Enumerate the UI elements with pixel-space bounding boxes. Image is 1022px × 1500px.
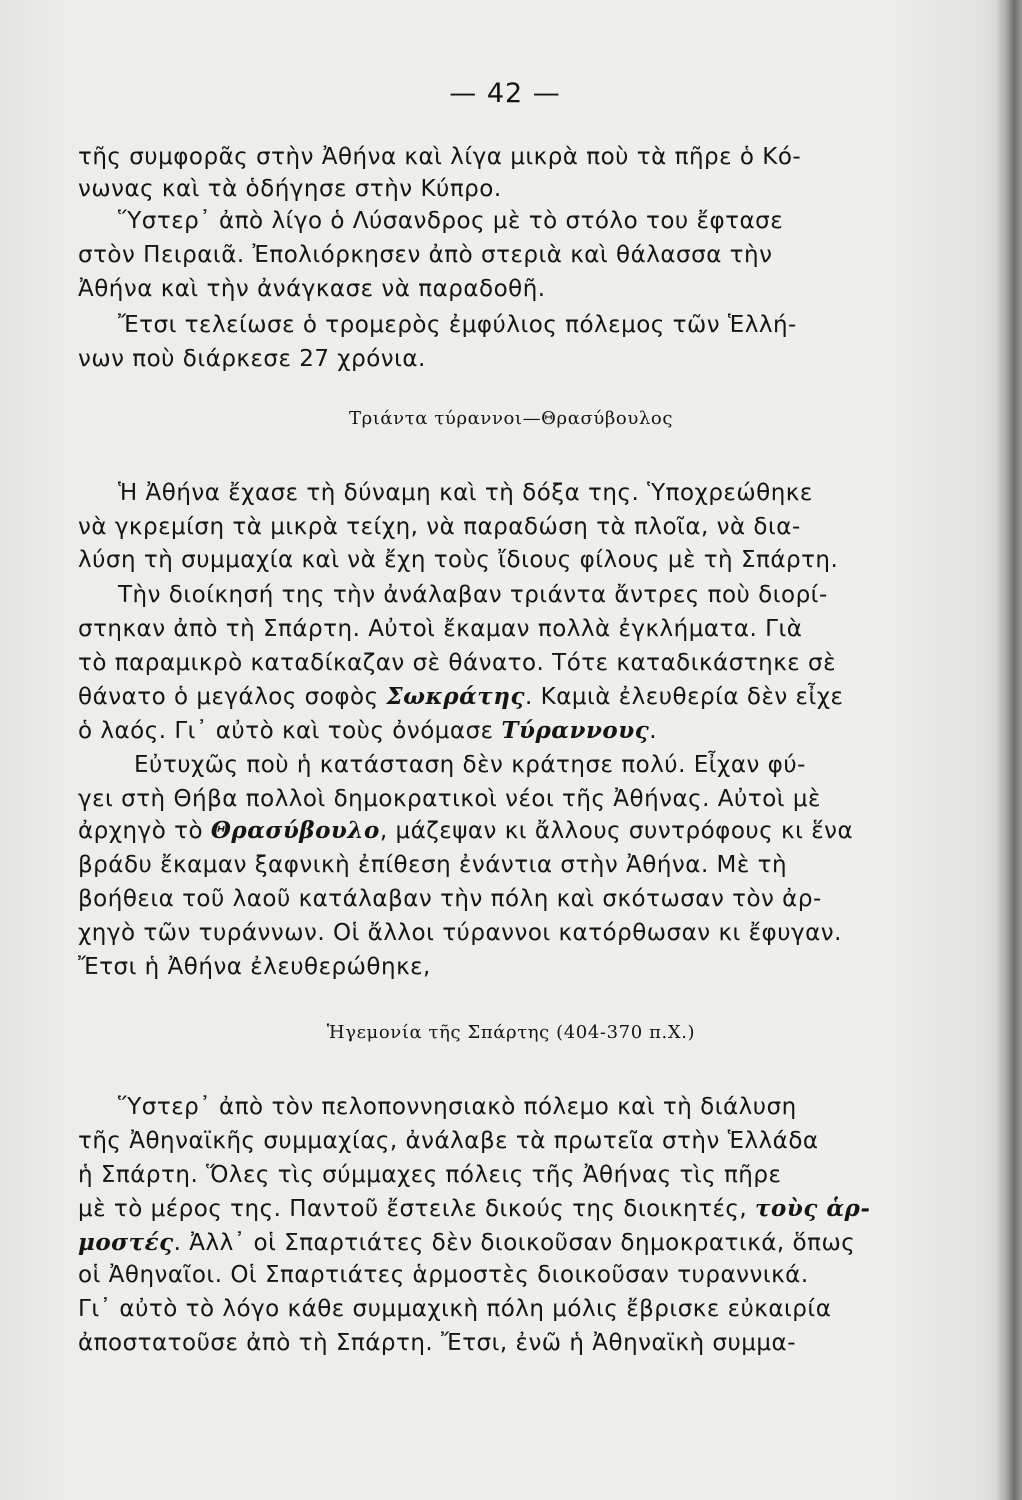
text-line: Ὕστερ᾽ ἀπὸ τὸν πελοποννησιακὸ πόλεμο καὶ τὴ διάλυση	[118, 1094, 797, 1120]
page-binding-shadow	[996, 0, 1022, 1500]
emphasized-term: Τύραννους	[501, 717, 650, 744]
text-segment: μὲ τὸ μέρος της. Παντοῦ ἔστειλε δικούς της διοικητές,	[78, 1196, 748, 1222]
text-line	[78, 1228, 855, 1258]
text-line	[78, 816, 853, 846]
text-line: Ἀθήνα καὶ τὴν ἀνάγκασε νὰ παραδοθῆ.	[78, 276, 546, 302]
page-number: — 42 —	[449, 78, 561, 109]
text-line: οἱ Ἀθηναῖοι. Οἱ Σπαρτιάτες ἁρμοστὲς διοικοῦσαν τυραννικά.	[78, 1262, 809, 1288]
text-line: Τὴν διοίκησή της τὴν ἀνάλαβαν τριάντα ἄντρες ποὺ διορί-	[118, 582, 828, 608]
text-line: ἀποστατοῦσε ἀπὸ τὴ Σπάρτη. Ἔτσι, ἐνῶ ἡ Ἀθηναϊκὴ συμμα-	[78, 1330, 796, 1356]
text-line: γει στὴ Θήβα πολλοὶ δημοκρατικοὶ νέοι τῆς Ἀθήνας. Αὐτοὶ μὲ	[78, 786, 821, 812]
text-segment: .	[649, 718, 658, 744]
section-heading: Τριάντα τύραννοι—Θρασύβουλος	[348, 408, 674, 429]
text-segment: ἀρχηγὸ τὸ	[78, 818, 204, 844]
text-line: στὸν Πειραιᾶ. Ἐπολιόρκησεν ἀπὸ στεριὰ καὶ θάλασσα τὴν	[78, 242, 773, 268]
emphasized-name: Θρασύβουλο	[210, 817, 380, 844]
text-line: τὸ παραμικρὸ καταδίκαζαν σὲ θάνατο. Τότε καταδικάστηκε σὲ	[78, 650, 836, 676]
text-segment: θάνατο ὁ μεγάλος σοφὸς	[78, 684, 379, 710]
text-line: Ὕστερ᾽ ἀπὸ λίγο ὁ Λύσανδρος μὲ τὸ στόλο του ἔφτασε	[118, 208, 784, 234]
text-line: Γι᾽ αὐτὸ τὸ λόγο κάθε συμμαχικὴ πόλη μόλις ἔβρισκε εὐκαιρία	[78, 1296, 832, 1322]
text-line: Εὐτυχῶς ποὺ ἡ κατάσταση δὲν κράτησε πολύ. Εἶχαν φύ-	[134, 752, 806, 778]
text-line: νωνας καὶ τὰ ὁδήγησε στὴν Κύπρο.	[78, 176, 502, 202]
text-line: βράδυ ἔκαμαν ξαφνικὴ ἐπίθεση ἐνάντια στὴν Ἀθήνα. Μὲ τὴ	[78, 852, 788, 878]
text-segment: , μάζεψαν κι ἄλλους συντρόφους κι ἕνα	[379, 818, 854, 844]
section-heading: Ἡγεμονία τῆς Σπάρτης (404-370 π.Χ.)	[326, 1022, 696, 1043]
emphasized-name: Σωκράτης	[386, 683, 525, 710]
text-line: Ἔτσι ἡ Ἀθήνα ἐλευθερώθηκε,	[78, 954, 431, 980]
text-segment: . Καμιὰ ἐλευθερία δὲν εἶχε	[525, 684, 844, 710]
text-line: τῆς συμφορᾶς στὴν Ἀθήνα καὶ λίγα μικρὰ ποὺ τὰ πῆρε ὁ Κό-	[78, 144, 802, 170]
text-line: ἡ Σπάρτη. Ὅλες τὶς σύμμαχες πόλεις τῆς Ἀθήνας τὶς πῆρε	[78, 1162, 782, 1188]
text-line: χηγὸ τῶν τυράννων. Οἱ ἄλλοι τύραννοι κατόρθωσαν κι ἔφυγαν.	[78, 920, 842, 946]
text-line: βοήθεια τοῦ λαοῦ κατάλαβαν τὴν πόλη καὶ σκότωσαν τὸν ἀρ-	[78, 886, 822, 912]
text-line: στηκαν ἀπὸ τὴ Σπάρτη. Αὐτοὶ ἔκαμαν πολλὰ ἐγκλήματα. Γιὰ	[78, 616, 803, 642]
text-line: Ἔτσι τελείωσε ὁ τρομερὸς ἐμφύλιος πόλεμος τῶν Ἑλλή-	[118, 312, 797, 338]
text-line: λύση τὴ συμμαχία καὶ νὰ ἔχη τοὺς ἴδιους φίλους μὲ τὴ Σπάρτη.	[78, 547, 839, 573]
text-line: νων ποὺ διάρκεσε 27 χρόνια.	[78, 346, 426, 372]
text-segment: ὁ λαός. Γι᾽ αὐτὸ καὶ τοὺς ὀνόμασε	[78, 718, 494, 744]
text-line: νὰ γκρεμίση τὰ μικρὰ τείχη, νὰ παραδώση τὰ πλοῖα, νὰ δια-	[78, 514, 801, 540]
text-line: τῆς Ἀθηναϊκῆς συμμαχίας, ἀνάλαβε τὰ πρωτεῖα στὴν Ἑλλάδα	[78, 1128, 819, 1154]
text-line	[78, 1194, 870, 1224]
text-segment: . Ἀλλ᾽ οἱ Σπαρτιάτες δὲν διοικοῦσαν δημοκρατικά, ὅπως	[173, 1230, 856, 1256]
text-line	[78, 716, 657, 746]
emphasized-term: μοστές	[78, 1229, 174, 1256]
text-line: Ἡ Ἀθήνα ἔχασε τὴ δύναμη καὶ τὴ δόξα της. Ὑποχρεώθηκε	[118, 480, 813, 506]
emphasized-term: τοὺς ἁρ-	[755, 1195, 871, 1222]
text-line	[78, 682, 844, 712]
